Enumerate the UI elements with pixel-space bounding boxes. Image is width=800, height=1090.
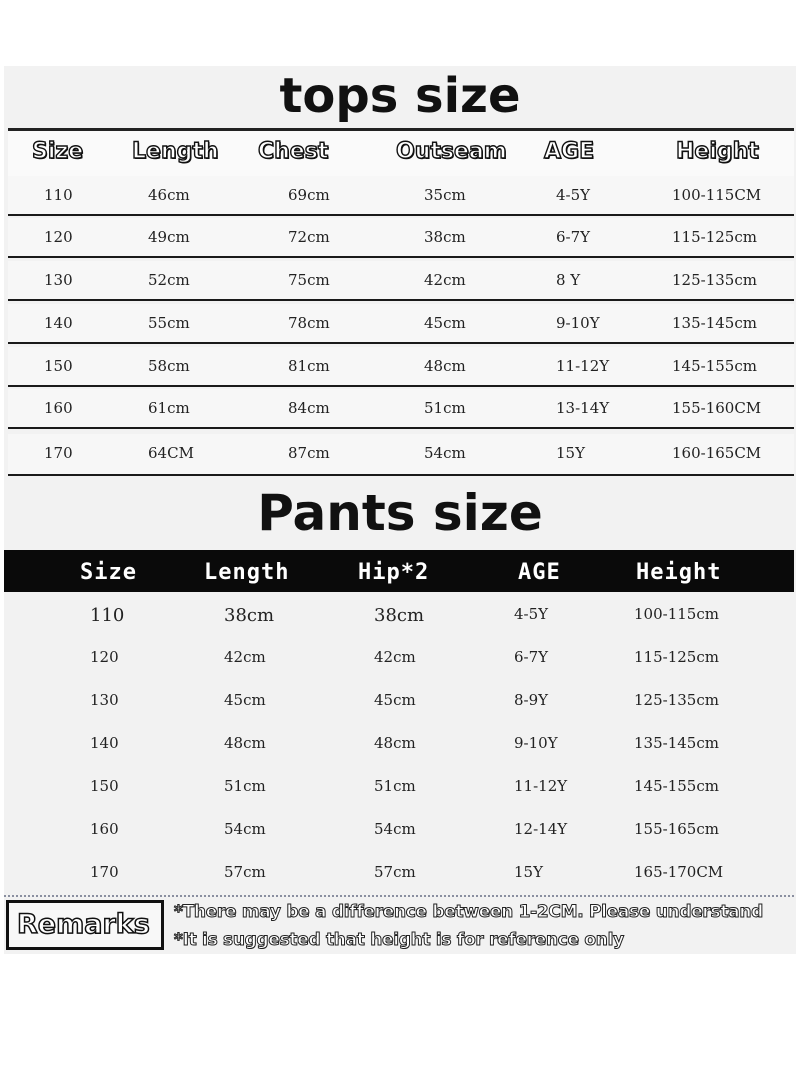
pants-cell: 160 (90, 820, 119, 838)
pants-header-age: AGE (518, 560, 561, 585)
tops-row (8, 176, 794, 216)
tops-cell: 81cm (288, 357, 330, 375)
tops-cell: 100-115CM (672, 186, 762, 204)
pants-cell: 38cm (374, 605, 425, 626)
tops-cell: 155-160CM (672, 399, 762, 417)
pants-cell: 130 (90, 691, 119, 709)
pants-row (4, 637, 794, 682)
tops-cell: 78cm (288, 314, 330, 332)
pants-cell: 48cm (374, 734, 416, 752)
tops-cell: 54cm (424, 444, 466, 462)
tops-cell: 55cm (148, 314, 190, 332)
pants-cell: 120 (90, 648, 119, 666)
tops-header-size: Size (32, 139, 84, 164)
pants-row (4, 809, 794, 854)
tops-cell: 130 (44, 271, 73, 289)
tops-cell: 72cm (288, 228, 330, 246)
tops-cell: 35cm (424, 186, 466, 204)
tops-header-age: AGE (544, 139, 595, 164)
pants-cell: 54cm (224, 820, 266, 838)
tops-cell: 11-12Y (556, 357, 610, 375)
pants-cell: 38cm (224, 605, 275, 626)
pants-cell: 8-9Y (514, 691, 549, 709)
tops-cell: 9-10Y (556, 314, 600, 332)
tops-cell: 48cm (424, 357, 466, 375)
tops-row (8, 218, 794, 258)
pants-cell: 51cm (374, 777, 416, 795)
pants-cell: 4-5Y (514, 605, 549, 623)
pants-header-height: Height (636, 560, 722, 585)
tops-cell: 160 (44, 399, 73, 417)
pants-cell: 42cm (224, 648, 266, 666)
pants-row (4, 852, 794, 897)
tops-header-chest: Chest (258, 139, 329, 164)
pants-cell: 48cm (224, 734, 266, 752)
tops-cell: 170 (44, 444, 73, 462)
tops-cell: 58cm (148, 357, 190, 375)
tops-cell: 6-7Y (556, 228, 591, 246)
pants-header-hip: Hip*2 (358, 560, 430, 585)
pants-header-size: Size (80, 560, 137, 585)
tops-cell: 8 Y (556, 271, 581, 289)
tops-row (8, 389, 794, 429)
pants-cell: 110 (90, 605, 125, 626)
pants-row (4, 723, 794, 768)
tops-cell: 75cm (288, 271, 330, 289)
tops-cell: 13-14Y (556, 399, 610, 417)
pants-cell: 155-165cm (634, 820, 719, 838)
tops-cell: 69cm (288, 186, 330, 204)
pants-cell: 42cm (374, 648, 416, 666)
tops-row (8, 304, 794, 344)
pants-cell: 145-155cm (634, 777, 719, 795)
pants-row (4, 766, 794, 811)
tops-cell: 64CM (148, 444, 194, 462)
pants-row (4, 594, 794, 639)
tops-header-length: Length (132, 139, 219, 164)
pants-cell: 125-135cm (634, 691, 719, 709)
tops-cell: 125-135cm (672, 271, 757, 289)
pants-header-row (4, 550, 794, 592)
pants-cell: 9-10Y (514, 734, 558, 752)
remark-line: *It is suggested that height is for reference only (174, 930, 624, 950)
tops-cell: 84cm (288, 399, 330, 417)
tops-cell: 135-145cm (672, 314, 757, 332)
tops-row (8, 347, 794, 387)
tops-cell: 87cm (288, 444, 330, 462)
tops-cell: 120 (44, 228, 73, 246)
pants-cell: 15Y (514, 863, 543, 881)
tops-cell: 46cm (148, 186, 190, 204)
tops-title: tops size (279, 68, 521, 124)
pants-cell: 11-12Y (514, 777, 568, 795)
tops-cell: 45cm (424, 314, 466, 332)
pants-cell: 115-125cm (634, 648, 719, 666)
tops-cell: 42cm (424, 271, 466, 289)
pants-cell: 150 (90, 777, 119, 795)
pants-cell: 6-7Y (514, 648, 549, 666)
tops-cell: 38cm (424, 228, 466, 246)
pants-header-length: Length (204, 560, 290, 585)
pants-cell: 135-145cm (634, 734, 719, 752)
tops-cell: 4-5Y (556, 186, 591, 204)
pants-cell: 54cm (374, 820, 416, 838)
remark-line: *There may be a difference between 1-2CM. Please understand (174, 902, 764, 922)
tops-cell: 160-165CM (672, 444, 762, 462)
pants-row (4, 680, 794, 725)
pants-cell: 140 (90, 734, 119, 752)
pants-cell: 45cm (374, 691, 416, 709)
pants-cell: 100-115cm (634, 605, 719, 623)
tops-cell: 140 (44, 314, 73, 332)
tops-cell: 145-155cm (672, 357, 757, 375)
tops-header-height: Height (676, 139, 759, 164)
tops-cell: 49cm (148, 228, 190, 246)
tops-header-row (8, 128, 794, 180)
tops-cell: 52cm (148, 271, 190, 289)
pants-cell: 57cm (374, 863, 416, 881)
pants-cell: 45cm (224, 691, 266, 709)
tops-cell: 51cm (424, 399, 466, 417)
tops-cell: 110 (44, 186, 73, 204)
pants-cell: 165-170CM (634, 863, 724, 881)
pants-cell: 51cm (224, 777, 266, 795)
tops-row (8, 261, 794, 301)
tops-header-outseam: Outseam (396, 139, 507, 164)
pants-cell: 57cm (224, 863, 266, 881)
tops-row (8, 434, 794, 476)
tops-cell: 15Y (556, 444, 585, 462)
pants-cell: 12-14Y (514, 820, 568, 838)
pants-title: Pants size (257, 484, 543, 542)
remarks-label: Remarks (17, 909, 150, 940)
pants-cell: 170 (90, 863, 119, 881)
tops-cell: 115-125cm (672, 228, 757, 246)
remarks-box (6, 900, 164, 950)
tops-cell: 61cm (148, 399, 190, 417)
tops-cell: 150 (44, 357, 73, 375)
